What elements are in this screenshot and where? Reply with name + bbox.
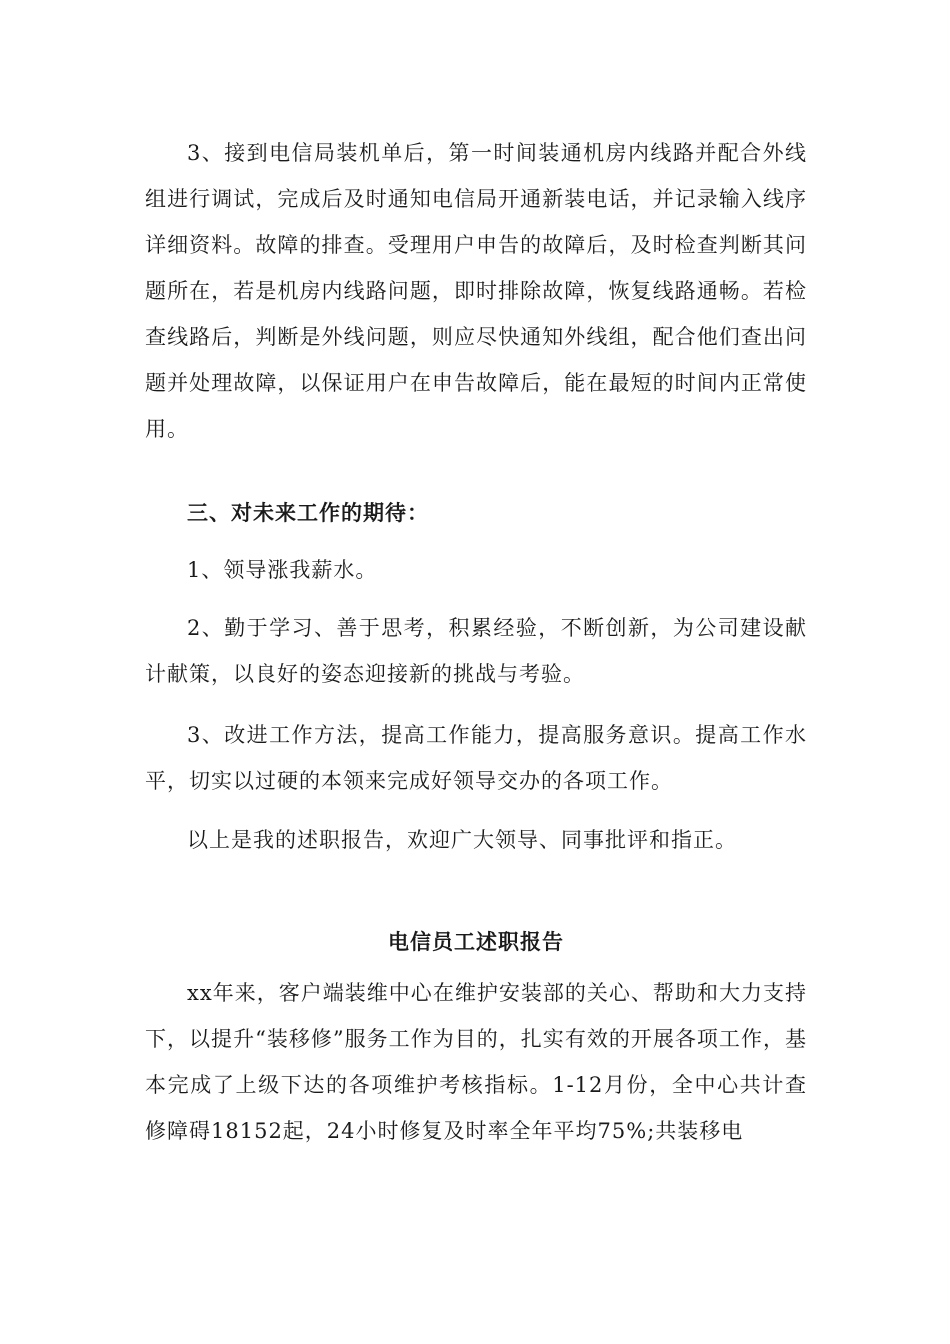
paragraph-report-body: xx年来，客户端装维中心在维护安装部的关心、帮助和大力支持下，以提升“装移修”服务工作为目的，扎实有效的开展各项工作，基本完成了上级下达的各项维护考核指标。1-12月份，全中心共计查修障碍18152起，24小时修复及时率全年平均75%;共装移电 xyxy=(145,981,807,1143)
paragraph-closing: 以上是我的述职报告，欢迎广大领导、同事批评和指正。 xyxy=(187,828,737,852)
paragraph-item-3-installation: 3、接到电信局装机单后，第一时间装通机房内线路并配合外线组进行调试，完成后及时通知电信局开通新装电话，并记录输入线序详细资料。故障的排查。受理用户申告的故障后，及时检查判断其问题所在，若是机房内线路问题，即时排除故障，恢复线路通畅。若检查线路后，判断是外线问题，则应尽快通知外线组，配合他们查出问题并处理故障，以保证用户在申告故障后，能在最短的时间内正常使用。 xyxy=(145,141,807,441)
paragraph-expectation-1: 1、领导涨我薪水。 xyxy=(187,558,378,582)
paragraph-expectation-2: 2、勤于学习、善于思考，积累经验，不断创新，为公司建设献计献策，以良好的姿态迎接新的挑战与考验。 xyxy=(145,616,807,686)
paragraph-expectation-3: 3、改进工作方法，提高工作能力，提高服务意识。提高工作水平，切实以过硬的本领来完成好领导交办的各项工作。 xyxy=(145,723,807,793)
report-title: 电信员工述职报告 xyxy=(388,929,564,954)
section-heading-future-expectations: 三、对未来工作的期待： xyxy=(187,500,429,525)
